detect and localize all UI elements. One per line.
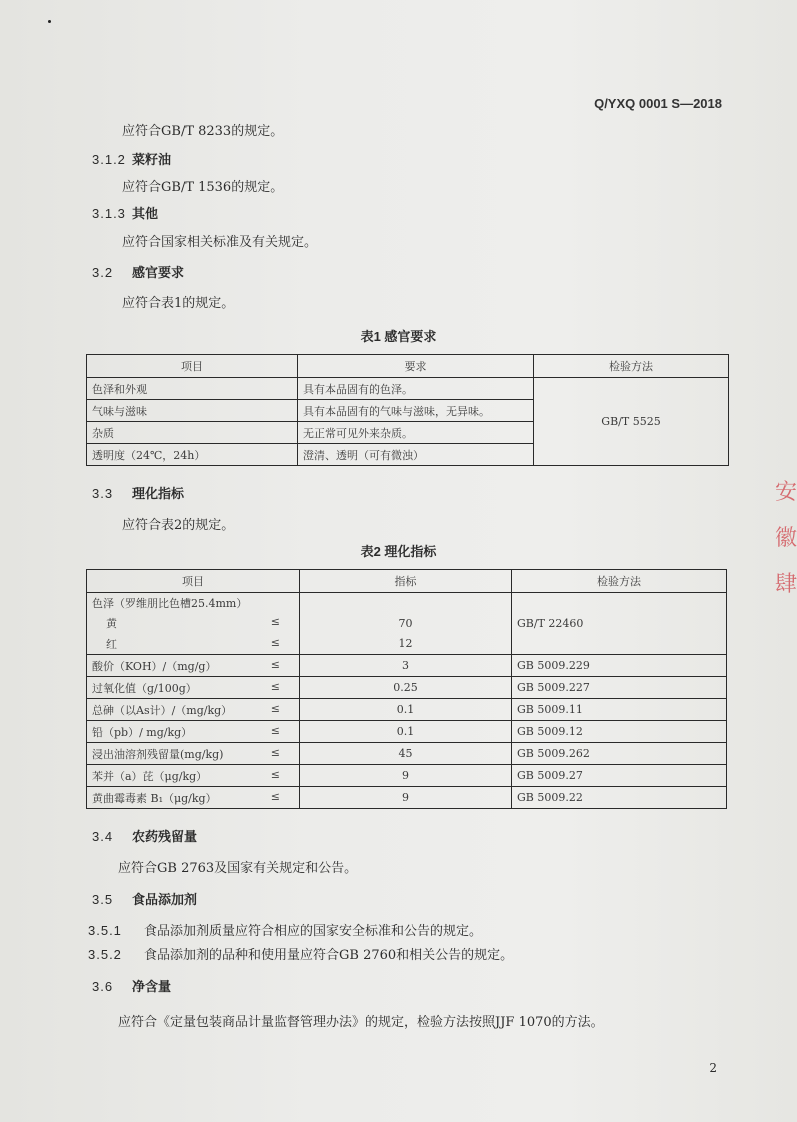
section-title: 菜籽油: [132, 152, 172, 167]
section-heading-3-2: [92, 262, 184, 281]
le-symbol: ≤: [270, 657, 280, 671]
table-cell-value: 45: [300, 743, 512, 765]
table-header: 检验方法: [534, 355, 729, 378]
section-number: 3.1.3: [92, 206, 126, 221]
le-symbol: ≤: [270, 723, 280, 737]
section-title: 农药残留量: [132, 829, 198, 844]
table-cell: 黄曲霉毒素 B₁（μg/kg）: [92, 791, 217, 805]
section-number: 3.5.1: [88, 923, 122, 938]
paragraph: 应符合国家相关标准及有关规定。: [122, 235, 318, 250]
table-cell-method: GB 5009.22: [512, 787, 727, 809]
table-cell-method: GB 5009.12: [512, 721, 727, 743]
table-cell: 色泽和外观: [87, 378, 298, 400]
le-symbol: ≤: [270, 789, 280, 803]
table-cell: 黄: [106, 617, 117, 630]
document-code: Q/YXQ 0001 S—2018: [594, 96, 722, 111]
table-cell: 酸价（KOH）/（mg/g）: [92, 659, 217, 673]
le-symbol: ≤: [270, 701, 280, 715]
section-number: 3.4: [92, 829, 114, 844]
section-number: 3.3: [92, 486, 114, 501]
section-heading-3-1-2: [92, 149, 171, 168]
table-cell-method: GB 5009.27: [512, 765, 727, 787]
table-cell-method: GB/T 5525: [534, 378, 729, 466]
paragraph: 应符合表2的规定。: [122, 518, 235, 533]
section-number: 3.1.2: [92, 152, 126, 167]
table-cell: 铅（pb）/ mg/kg）: [92, 725, 193, 739]
section-heading-3-5: [92, 889, 197, 908]
stamp-char: 安: [774, 480, 797, 505]
table-cell: 澄清、透明（可有微浊）: [298, 444, 534, 466]
table-header: 项目: [87, 570, 300, 593]
paragraph: 食品添加剂质量应符合相应的国家安全标准和公告的规定。: [144, 924, 483, 939]
section-heading-3-1-3: [92, 203, 158, 222]
stamp-char: 徽: [774, 526, 797, 551]
table-cell-value: 0.1: [300, 699, 512, 721]
table-cell-value: 9: [300, 765, 512, 787]
table-cell: 总砷（以As计）/（mg/kg）: [92, 703, 233, 717]
paragraph: 食品添加剂的品种和使用量应符合GB 2760和相关公告的规定。: [144, 948, 514, 963]
section-title: 感官要求: [132, 265, 185, 280]
table-cell-value: 70: [300, 613, 512, 634]
table-cell: 气味与滋味: [87, 400, 298, 422]
section-title: 食品添加剂: [132, 892, 198, 907]
table-cell: 无正常可见外来杂质。: [298, 422, 534, 444]
table-header: 项目: [87, 355, 298, 378]
section-title: 净含量: [132, 979, 172, 994]
table-cell: 杂质: [87, 422, 298, 444]
subsection-3-5-2: [88, 944, 513, 963]
table-cell-method: GB 5009.11: [512, 699, 727, 721]
red-seal-stamp: [757, 470, 797, 650]
table-cell-value: 12: [300, 634, 512, 655]
table-cell-method: GB/T 22460: [512, 593, 727, 655]
section-title: 其他: [132, 206, 159, 221]
table-header: 要求: [298, 355, 534, 378]
table-cell: 色泽（罗维朋比色槽25.4mm）: [87, 593, 300, 613]
table1-caption: 表1 感官要求: [360, 329, 437, 344]
table-cell: 红: [106, 637, 117, 651]
le-symbol: ≤: [270, 767, 280, 781]
section-heading-3-4: [92, 826, 197, 845]
table-cell: 苯并（a）芘（μg/kg）: [92, 769, 208, 783]
table-cell: 具有本品固有的色泽。: [298, 378, 534, 400]
table-cell-value: 0.25: [300, 677, 512, 699]
paragraph: 应符合表1的规定。: [122, 296, 235, 311]
table-header: 检验方法: [512, 570, 727, 593]
paragraph: 应符合《定量包装商品计量监督管理办法》的规定，检验方法按照JJF 1070的方法。: [118, 1015, 604, 1030]
paragraph: 应符合GB/T 8233的规定。: [122, 124, 284, 139]
table-cell-value: 3: [300, 655, 512, 677]
table-header: 指标: [300, 570, 512, 593]
page-number: 2: [709, 1061, 717, 1075]
section-heading-3-6: [92, 976, 171, 995]
le-symbol: ≤: [270, 679, 280, 693]
section-number: 3.5.2: [88, 947, 122, 962]
section-number: 3.6: [92, 979, 114, 994]
table2-physicochemical-indicators: [86, 569, 727, 809]
table-cell-method: GB 5009.262: [512, 743, 727, 765]
table-cell: 透明度（24℃，24h）: [87, 444, 298, 466]
table-cell: 过氧化值（g/100g）: [92, 681, 197, 695]
table-cell: 浸出油溶剂残留量(mg/kg): [92, 747, 224, 761]
le-symbol: ≤: [270, 635, 280, 649]
table-cell-method: GB 5009.229: [512, 655, 727, 677]
table-cell-method: GB 5009.227: [512, 677, 727, 699]
section-number: 3.5: [92, 892, 114, 907]
section-heading-3-3: [92, 483, 184, 502]
table1-sensory-requirements: [86, 354, 729, 466]
section-number: 3.2: [92, 265, 114, 280]
le-symbol: ≤: [270, 745, 280, 759]
table-cell: 具有本品固有的气味与滋味，无异味。: [298, 400, 534, 422]
stamp-char: 肆: [774, 572, 797, 597]
le-symbol: ≤: [270, 615, 280, 628]
table-cell-value: 0.1: [300, 721, 512, 743]
scan-speck: [48, 20, 51, 23]
paragraph: 应符合GB 2763及国家有关规定和公告。: [118, 861, 358, 876]
section-title: 理化指标: [132, 486, 185, 501]
table2-caption: 表2 理化指标: [360, 544, 437, 559]
table-cell-value: 9: [300, 787, 512, 809]
paragraph: 应符合GB/T 1536的规定。: [122, 180, 284, 195]
subsection-3-5-1: [88, 920, 482, 939]
